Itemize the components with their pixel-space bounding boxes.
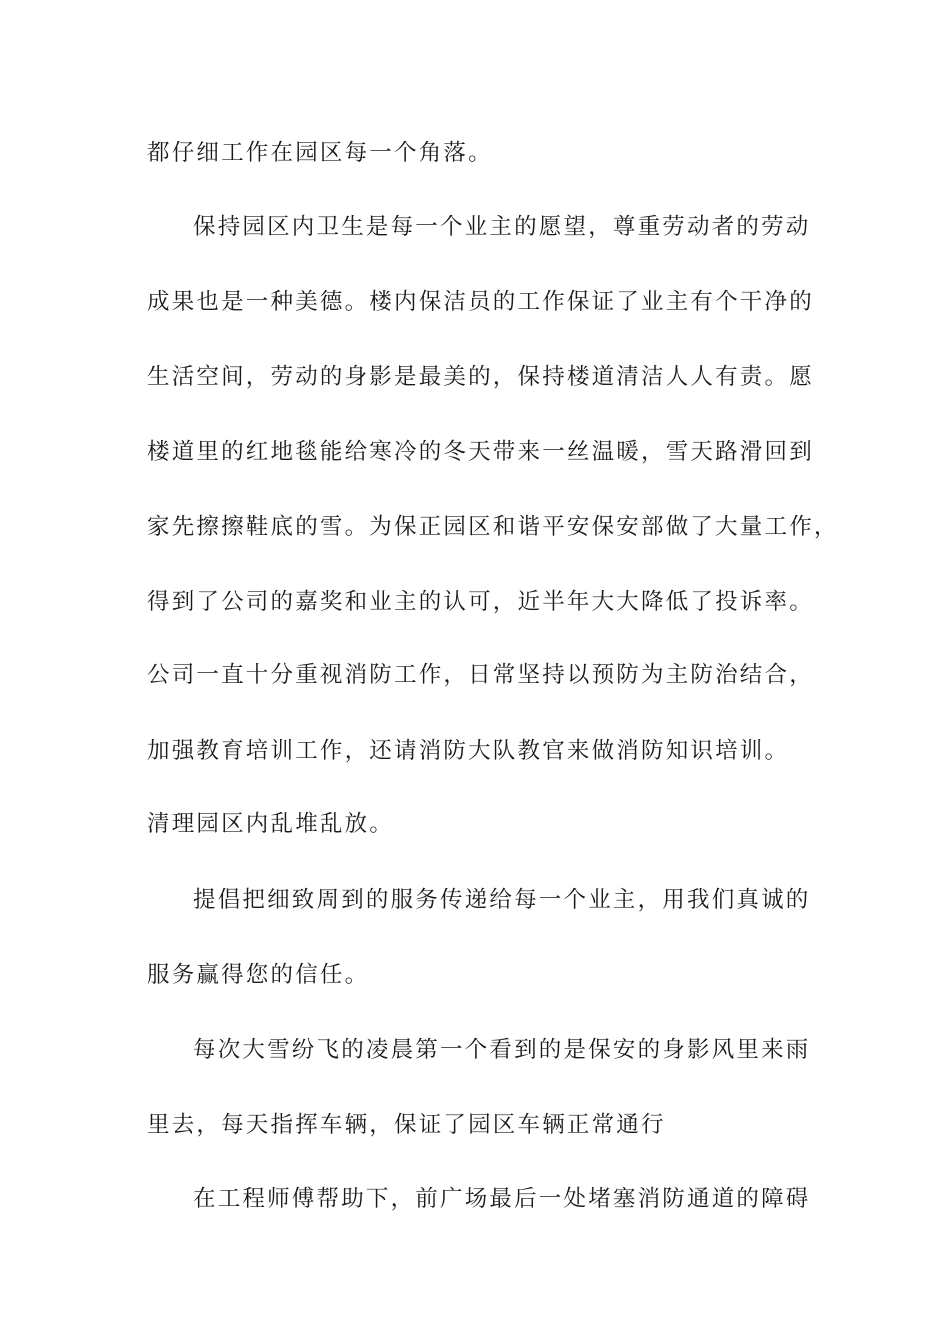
text-line: 每次大雪纷飞的凌晨第一个看到的是保安的身影风里来雨 <box>193 1037 811 1063</box>
text-line: 都仔细工作在园区每一个角落。 <box>147 140 493 166</box>
text-line: 公司一直十分重视消防工作，日常坚持以预防为主防治结合， <box>147 662 814 688</box>
text-line: 加强教育培训工作，还请消防大队教官来做消防知识培训。 <box>147 738 790 764</box>
text-line: 里去，每天指挥车辆，保证了园区车辆正常通行 <box>147 1112 666 1138</box>
text-line: 在工程师傅帮助下，前广场最后一处堵塞消防通道的障碍 <box>193 1186 811 1212</box>
text-line: 家先擦擦鞋底的雪。为保正园区和谐平安保安部做了大量工作， <box>147 514 839 540</box>
text-line: 生活空间，劳动的身影是最美的，保持楼道清洁人人有责。愿 <box>147 364 814 390</box>
text-line: 清理园区内乱堆乱放。 <box>147 811 395 837</box>
text-line: 得到了公司的嘉奖和业主的认可，近半年大大降低了投诉率。 <box>147 589 814 615</box>
text-line: 楼道里的红地毯能给寒冷的冬天带来一丝温暖，雪天路滑回到 <box>147 439 814 465</box>
text-line: 保持园区内卫生是每一个业主的愿望，尊重劳动者的劳动 <box>193 214 811 240</box>
text-line: 服务赢得您的信任。 <box>147 962 370 988</box>
text-line: 提倡把细致周到的服务传递给每一个业主，用我们真诚的 <box>193 887 811 913</box>
text-line: 成果也是一种美德。楼内保洁员的工作保证了业主有个干净的 <box>147 289 814 315</box>
